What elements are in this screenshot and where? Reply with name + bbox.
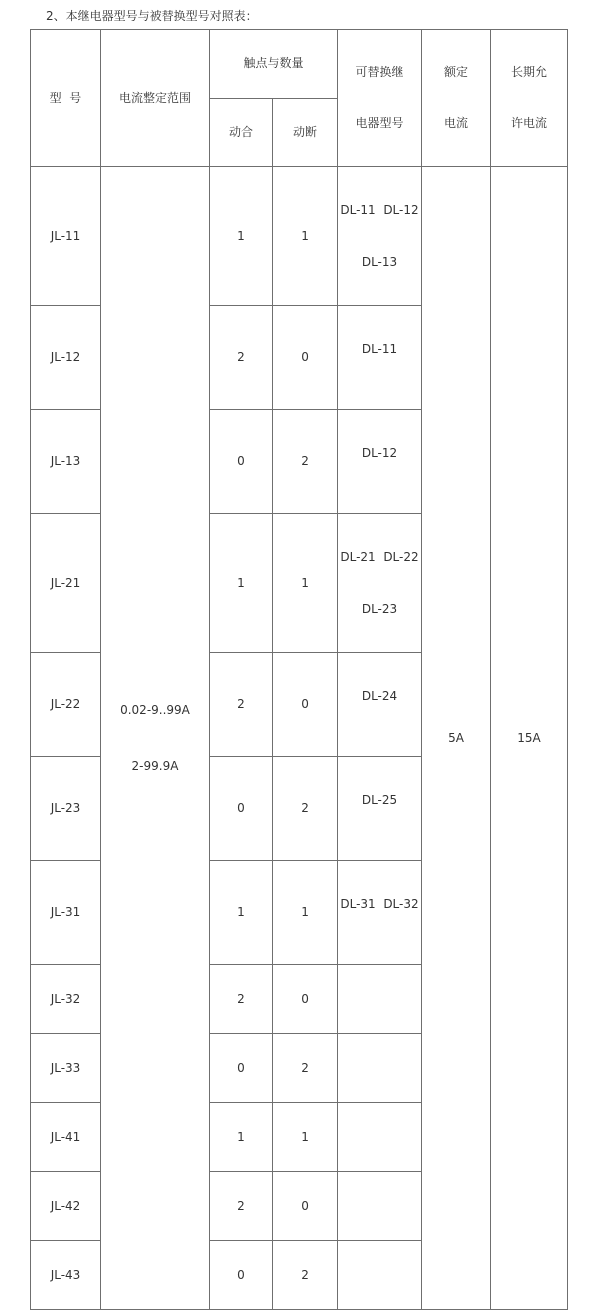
no-contacts-cell: 2	[210, 1172, 273, 1241]
relay-comparison-table	[30, 29, 568, 1310]
model-cell: JL-12	[31, 306, 101, 410]
model-cell: JL-32	[31, 965, 101, 1034]
model-cell: JL-11	[31, 167, 101, 306]
col-header-rated-line2: 电流	[444, 116, 469, 130]
no-contacts-cell: 2	[210, 653, 273, 757]
nc-contacts-cell: 0	[273, 1172, 338, 1241]
replaceable-models-line1: DL-25	[361, 793, 398, 807]
model-cell: JL-23	[31, 757, 101, 861]
nc-contacts-cell: 0	[273, 653, 338, 757]
col-header-normally-open: 动合	[210, 98, 273, 167]
model-cell: JL-42	[31, 1172, 101, 1241]
col-header-rated-current	[422, 30, 491, 167]
replaceable-models-cell	[338, 1034, 422, 1103]
col-header-rated-line1: 额定	[444, 65, 469, 79]
model-cell: JL-31	[31, 861, 101, 965]
replaceable-models-line1: DL-12	[361, 446, 398, 460]
col-header-replaceable	[338, 30, 422, 167]
nc-contacts-cell: 2	[273, 1241, 338, 1310]
no-contacts-cell: 1	[210, 167, 273, 306]
nc-contacts-cell: 1	[273, 861, 338, 965]
col-header-contacts-group: 触点与数量	[210, 30, 338, 99]
current-range-line1: 0.02-9..99A	[120, 703, 190, 717]
replaceable-models-line2: DL-13	[361, 255, 398, 269]
current-range-cell	[101, 167, 210, 1310]
nc-contacts-cell: 1	[273, 514, 338, 653]
header-row-1	[31, 30, 568, 99]
current-range-line2: 2-99.9A	[131, 759, 179, 773]
rated-current-cell: 5A	[422, 167, 491, 1310]
nc-contacts-cell: 2	[273, 1034, 338, 1103]
col-header-replaceable-line1: 可替换继	[355, 65, 404, 79]
col-header-longterm-line1: 长期允	[511, 65, 548, 79]
nc-contacts-cell: 1	[273, 167, 338, 306]
no-contacts-cell: 1	[210, 861, 273, 965]
no-contacts-cell: 1	[210, 1103, 273, 1172]
nc-contacts-cell: 2	[273, 410, 338, 514]
replaceable-models-cell	[338, 1241, 422, 1310]
replaceable-models-cell	[338, 167, 422, 306]
no-contacts-cell: 1	[210, 514, 273, 653]
col-header-normally-closed: 动断	[273, 98, 338, 167]
model-cell: JL-33	[31, 1034, 101, 1103]
no-contacts-cell: 2	[210, 965, 273, 1034]
col-header-model: 型 号	[31, 30, 101, 167]
replaceable-models-cell	[338, 653, 422, 757]
replaceable-models-line2: DL-23	[361, 602, 398, 616]
no-contacts-cell: 0	[210, 1241, 273, 1310]
replaceable-models-cell	[338, 1172, 422, 1241]
no-contacts-cell: 2	[210, 306, 273, 410]
model-cell: JL-21	[31, 514, 101, 653]
col-header-current-range: 电流整定范围	[101, 30, 210, 167]
nc-contacts-cell: 1	[273, 1103, 338, 1172]
nc-contacts-cell: 0	[273, 965, 338, 1034]
col-header-longterm-current	[491, 30, 568, 167]
replaceable-models-line1: DL-21 DL-22	[340, 550, 419, 564]
replaceable-models-line1: DL-31 DL-32	[340, 897, 419, 911]
replaceable-models-line1: DL-11	[361, 342, 398, 356]
model-cell: JL-41	[31, 1103, 101, 1172]
longterm-current-cell: 15A	[491, 167, 568, 1310]
table-row	[31, 167, 568, 306]
no-contacts-cell: 0	[210, 410, 273, 514]
col-header-longterm-line2: 许电流	[511, 116, 548, 130]
nc-contacts-cell: 0	[273, 306, 338, 410]
replaceable-models-line1: DL-11 DL-12	[340, 203, 419, 217]
replaceable-models-cell	[338, 965, 422, 1034]
nc-contacts-cell: 2	[273, 757, 338, 861]
no-contacts-cell: 0	[210, 1034, 273, 1103]
replaceable-models-cell	[338, 1103, 422, 1172]
replaceable-models-cell	[338, 514, 422, 653]
replaceable-models-cell	[338, 757, 422, 861]
col-header-replaceable-line2: 电器型号	[355, 116, 404, 130]
no-contacts-cell: 0	[210, 757, 273, 861]
replaceable-models-cell	[338, 861, 422, 965]
replaceable-models-cell	[338, 306, 422, 410]
model-cell: JL-43	[31, 1241, 101, 1310]
replaceable-models-cell	[338, 410, 422, 514]
model-cell: JL-22	[31, 653, 101, 757]
section-title: 2、本继电器型号与被替换型号对照表：	[46, 9, 258, 23]
replaceable-models-line1: DL-24	[361, 689, 398, 703]
model-cell: JL-13	[31, 410, 101, 514]
